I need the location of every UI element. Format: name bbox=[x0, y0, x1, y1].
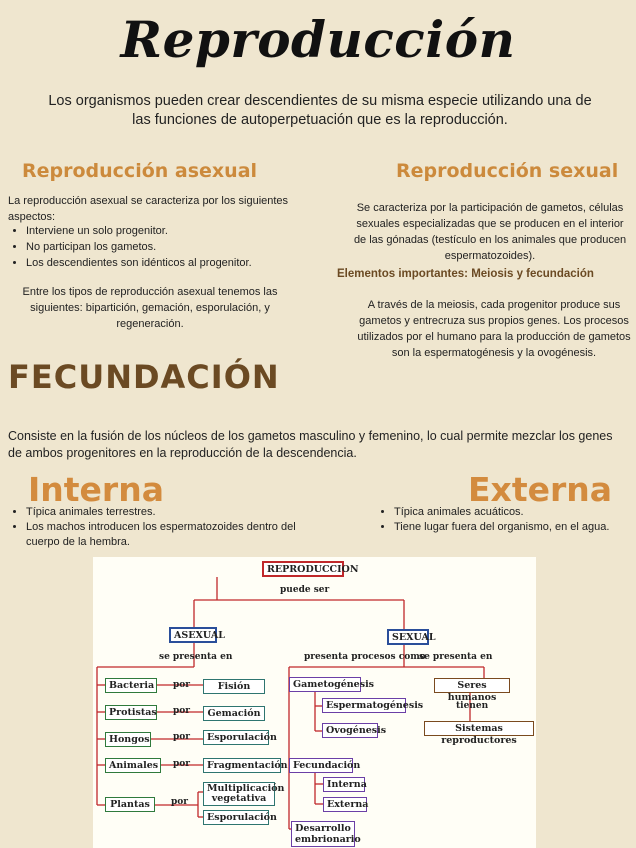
node-gametogenesis: Gametogénesis bbox=[289, 677, 361, 692]
node-bacteria: Bacteria bbox=[105, 678, 157, 693]
node-seres-humanos: Seres humanos bbox=[434, 678, 510, 693]
externa-heading: Externa bbox=[468, 470, 613, 509]
list-item: • Típica animales acuáticos. bbox=[394, 505, 632, 520]
label-por: por bbox=[173, 732, 191, 742]
node-animales: Animales bbox=[105, 758, 161, 773]
node-desarrollo: Desarrollo embrionario bbox=[291, 821, 355, 847]
label-se-presenta-en-2: se presenta en bbox=[419, 652, 493, 662]
node-interna: Interna bbox=[323, 777, 365, 792]
label-por: por bbox=[173, 759, 191, 769]
node-multiplicacion: Multiplicación vegetativa bbox=[203, 782, 275, 806]
node-esporulacion-2: Esporulación bbox=[203, 810, 269, 825]
node-gemacion: Gemación bbox=[203, 706, 265, 721]
page-title: Reproducción bbox=[120, 10, 516, 69]
label-por: por bbox=[171, 797, 189, 807]
asexual-lead: La reproducción asexual se caracteriza por los siguientes aspectos: bbox=[8, 195, 289, 223]
asexual-bullets bbox=[8, 223, 298, 271]
node-fision: Fisión bbox=[203, 679, 265, 694]
list-item: • Los machos introducen los espermatozoides dentro del cuerpo de la hembra. bbox=[26, 520, 318, 550]
node-ovogenesis: Ovogénesis bbox=[322, 723, 378, 738]
interna-heading: Interna bbox=[28, 470, 164, 509]
list-item: • Tiene lugar fuera del organismo, en el agua. bbox=[394, 520, 632, 535]
node-fragmentacion: Fragmentación bbox=[203, 758, 281, 773]
node-externa: Externa bbox=[323, 797, 367, 812]
node-protistas: Protistas bbox=[105, 705, 157, 720]
node-espermatogenesis: Espermatogénesis bbox=[322, 698, 406, 713]
node-esporulacion: Esporulación bbox=[203, 730, 269, 745]
label-presenta-procesos: presenta procesos como bbox=[304, 652, 426, 662]
node-sistemas: Sistemas reproductores bbox=[424, 721, 534, 736]
root-node: REPRODUCCION bbox=[262, 561, 344, 577]
sexual-text: Se caracteriza por la participación de gametos, células sexuales especializadas que se producen en el interior de las gónadas (testículo en los animales que producen espermatozoides). bbox=[353, 202, 627, 262]
label-puede-ser: puede ser bbox=[280, 585, 330, 595]
asexual-node: ASEXUAL bbox=[169, 627, 217, 643]
concept-map bbox=[93, 557, 536, 848]
label-tienen: tienen bbox=[456, 701, 489, 711]
node-hongos: Hongos bbox=[105, 732, 151, 747]
asexual-types: Entre los tipos de reproducción asexual tenemos las siguientes: bipartición, gemación, esporulación, y regeneración. bbox=[22, 286, 278, 330]
list-item: • No participan los gametos. bbox=[26, 239, 298, 255]
list-item: • Interviene un solo progenitor. bbox=[26, 223, 298, 239]
list-item: • Típica animales terrestres. bbox=[26, 505, 318, 520]
fecundacion-text: Consiste en la fusión de los núcleos de los gametos masculino y femenino, lo cual permite mezclar los genes de ambos progenitores en la reproducción de la descendencia. bbox=[8, 429, 613, 460]
intro-text: Los organismos pueden crear descendientes de su misma especie utilizando una de las funciones de autoperpetuación que es la reproducción. bbox=[48, 93, 592, 128]
interna-bullets bbox=[8, 505, 318, 550]
label-se-presenta-en: se presenta en bbox=[159, 652, 233, 662]
label-por: por bbox=[173, 680, 191, 690]
label-por: por bbox=[173, 706, 191, 716]
asexual-heading: Reproducción asexual bbox=[22, 160, 258, 182]
sexual-subheading: Elementos importantes: Meiosis y fecundación bbox=[337, 268, 594, 280]
node-plantas: Plantas bbox=[105, 797, 155, 812]
list-item: • Los descendientes son idénticos al progenitor. bbox=[26, 255, 298, 271]
fecundacion-heading: FECUNDACIÓN bbox=[8, 358, 280, 396]
node-fecundacion: Fecundación bbox=[289, 758, 353, 773]
sexual-meiosis: A través de la meiosis, cada progenitor produce sus gametos y entrecruza sus propios genes. Los procesos utilizados por el humano para la producción de gametos son la espermatogénesis y la ovogénesis. bbox=[357, 299, 631, 359]
sexual-heading: Reproducción sexual bbox=[396, 160, 619, 182]
externa-bullets bbox=[376, 505, 632, 535]
sexual-node: SEXUAL bbox=[387, 629, 429, 645]
